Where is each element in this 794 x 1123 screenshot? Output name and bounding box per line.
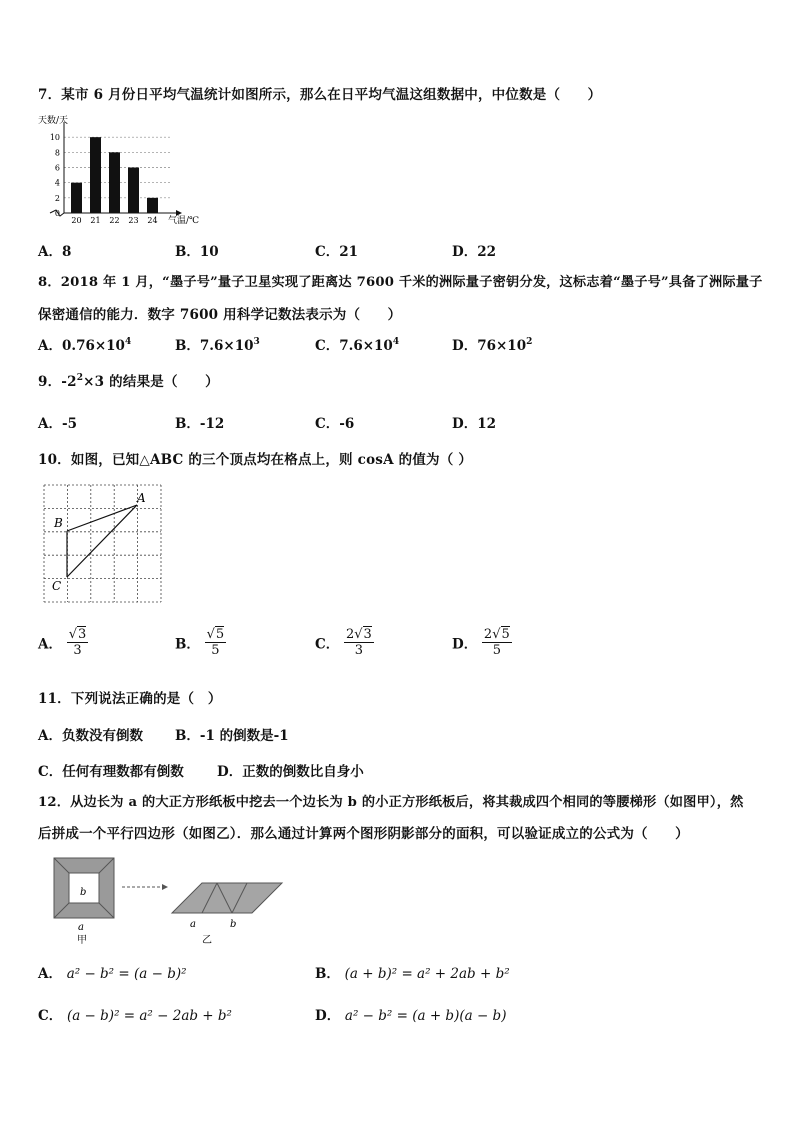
- chart-ytick-label: 8: [54, 148, 60, 158]
- chart-bar-21: [90, 137, 101, 213]
- q7-option-a[interactable]: A．8: [38, 244, 72, 260]
- q7-bar-chart: [36, 112, 206, 230]
- q8-option-b[interactable]: B．$7.6\times 10^3$: [175, 337, 260, 354]
- q11-option-a[interactable]: A．负数没有倒数: [38, 728, 143, 744]
- chart-bar-22: [109, 152, 120, 213]
- q7-option-c[interactable]: C．21: [315, 244, 359, 260]
- q8-text-line2: 保密通信的能力．数字 7600 用科学记数法表示为（ ）: [38, 307, 402, 323]
- q11-option-b[interactable]: B．-1 的倒数是-1: [175, 728, 289, 744]
- arrow-head: [162, 884, 168, 890]
- q8-option-d[interactable]: D．$76\times 10^2$: [452, 337, 533, 354]
- q7-option-d[interactable]: D．22: [452, 244, 496, 260]
- q12-option-d[interactable]: D． a² − b² = (a + b)(a − b): [315, 1008, 507, 1024]
- chart-xtick-label: 22: [109, 216, 120, 225]
- q11-option-c[interactable]: C．任何有理数都有倒数: [38, 764, 184, 780]
- chart-xtick-label: 20: [71, 216, 82, 225]
- triangle-side-ab: [67, 505, 137, 531]
- q10-option-b[interactable]: B． $\frac{√5}{5}$: [175, 627, 225, 658]
- vertex-label-b: B: [54, 516, 63, 530]
- q8-text-line1: 8．2018 年 1 月，“墨子号”量子卫星实现了距离达 7600 千米的洲际量子密钥分发，这标志着“墨子号”具备了洲际量子: [38, 275, 763, 290]
- label-a-big: a: [78, 922, 84, 933]
- q11-option-d[interactable]: D．正数的倒数比自身小: [217, 764, 364, 780]
- q12-option-b[interactable]: B． (a + b)² = a² + 2ab + b²: [315, 966, 510, 982]
- q10-option-d[interactable]: D． $\frac{2√5}{5}$: [452, 627, 510, 658]
- q10-option-c[interactable]: C． $\frac{2√3}{3}$: [315, 627, 372, 658]
- fraction: $\frac{√3}{3}$: [68, 627, 87, 658]
- label-b-para: b: [230, 919, 237, 930]
- q12-text-line2: 后拼成一个平行四边形（如图乙）．那么通过计算两个图形阴影部分的面积，可以验证成立的公式为（ ）: [38, 826, 689, 842]
- chart-ytick-label: 2: [54, 193, 60, 203]
- vertex-label-c: C: [52, 579, 62, 593]
- q10-text: 10．如图，已知△ABC 的三个顶点均在格点上，则 cosA 的值为（ ）: [38, 452, 473, 468]
- q9-option-c[interactable]: C．-6: [315, 416, 355, 432]
- q7-option-b[interactable]: B．10: [175, 244, 219, 260]
- label-b-small: b: [80, 887, 87, 898]
- q7-text: 7．某市 6 月份日平均气温统计如图所示，那么在日平均气温这组数据中，中位数是（ ）: [38, 87, 602, 103]
- parallelogram: [172, 883, 282, 913]
- chart-ytick-label: 4: [54, 178, 60, 188]
- q9-option-b[interactable]: B．-12: [175, 416, 225, 432]
- q9-option-d[interactable]: D．12: [452, 416, 496, 432]
- chart-xlabel: 气温/℃: [168, 216, 200, 226]
- chart-xtick-label: 21: [90, 216, 101, 225]
- triangle-side-ca: [67, 505, 137, 577]
- chart-xtick-label: 24: [147, 216, 158, 225]
- fraction: $\frac{2√5}{5}$: [483, 627, 510, 658]
- chart-ytick-label: 6: [54, 163, 60, 173]
- q10-option-a[interactable]: A． $\frac{√3}{3}$: [38, 627, 87, 658]
- chart-ylabel: 天数/天: [38, 116, 69, 126]
- q10-grid-figure: [40, 482, 165, 606]
- chart-bar-23: [128, 168, 139, 214]
- chart-bar-24: [147, 198, 158, 213]
- q12-option-c[interactable]: C． (a − b)² = a² − 2ab + b²: [38, 1008, 232, 1024]
- label-jia: 甲: [77, 935, 87, 946]
- label-a-para: a: [190, 919, 196, 930]
- q9-option-a[interactable]: A．-5: [38, 416, 77, 432]
- q8-option-a[interactable]: A．$0.76\times 10^4$: [38, 337, 132, 354]
- q9-text: 9．$-2^2\times 3$ 的结果是（ ）: [38, 373, 219, 390]
- fraction: $\frac{√5}{5}$: [206, 627, 225, 658]
- q12-option-a[interactable]: A． a² − b² = (a − b)²: [38, 966, 187, 982]
- q12-figures: [50, 855, 290, 947]
- vertex-label-a: A: [137, 491, 146, 505]
- chart-ytick-label: 0: [54, 209, 60, 218]
- chart-bar-20: [71, 183, 82, 213]
- fraction: $\frac{2√3}{3}$: [345, 627, 372, 658]
- q12-text-line1: 12．从边长为 a 的大正方形纸板中挖去一个边长为 b 的小正方形纸板后，将其裁成四个相同的等腰梯形（如图甲），然: [38, 795, 744, 810]
- chart-xtick-label: 23: [128, 216, 139, 225]
- label-yi: 乙: [202, 935, 212, 946]
- chart-ytick-label: 10: [49, 133, 60, 143]
- q11-text: 11．下列说法正确的是（ ）: [38, 691, 222, 707]
- q8-option-c[interactable]: C．$7.6\times 10^4$: [315, 337, 400, 354]
